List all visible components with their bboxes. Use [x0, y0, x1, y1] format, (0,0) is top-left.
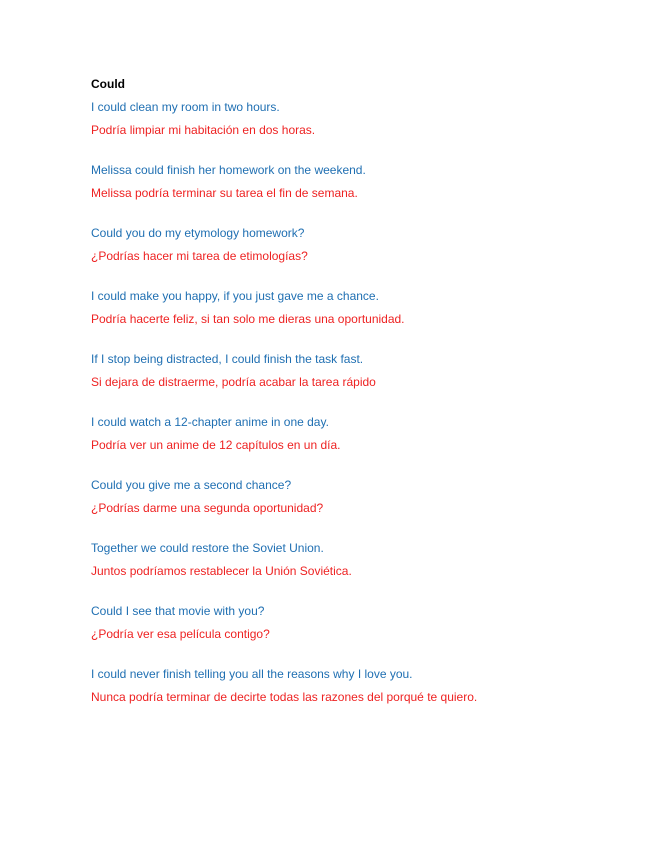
sentence-pair: [91, 540, 631, 579]
spanish-translation: Nunca podría terminar de decirte todas las razones del porqué te quiero.: [91, 690, 478, 704]
spanish-translation: Si dejara de distraerme, podría acabar la tarea rápido: [91, 375, 376, 389]
english-sentence: Could you do my etymology homework?: [91, 226, 305, 240]
sentence-pair: [91, 288, 631, 327]
english-sentence: If I stop being distracted, I could finish the task fast.: [91, 352, 364, 366]
english-sentence: Together we could restore the Soviet Union.: [91, 541, 324, 555]
spanish-translation: Podría ver un anime de 12 capítulos en un día.: [91, 438, 341, 452]
spanish-translation: ¿Podrías hacer mi tarea de etimologías?: [91, 249, 308, 263]
spanish-translation: Podría hacerte feliz, si tan solo me dieras una oportunidad.: [91, 312, 405, 326]
sentence-pair: [91, 162, 631, 201]
spanish-translation: ¿Podrías darme una segunda oportunidad?: [91, 501, 324, 515]
sentence-pair: [91, 414, 631, 453]
sentence-pair: [91, 225, 631, 264]
spanish-translation: Juntos podríamos restablecer la Unión Soviética.: [91, 564, 352, 578]
english-sentence: Could I see that movie with you?: [91, 604, 265, 618]
spanish-translation: Melissa podría terminar su tarea el fin de semana.: [91, 186, 358, 200]
document-page: [91, 76, 631, 729]
english-sentence: I could make you happy, if you just gave me a chance.: [91, 289, 379, 303]
english-sentence: I could never finish telling you all the reasons why I love you.: [91, 667, 413, 681]
english-sentence: I could clean my room in two hours.: [91, 100, 280, 114]
spanish-translation: ¿Podría ver esa película contigo?: [91, 627, 270, 641]
sentence-pair: [91, 99, 631, 138]
english-sentence: Melissa could finish her homework on the weekend.: [91, 163, 366, 177]
english-sentence: I could watch a 12-chapter anime in one day.: [91, 415, 329, 429]
sentence-pair: [91, 351, 631, 390]
section-heading: Could: [91, 77, 125, 91]
spanish-translation: Podría limpiar mi habitación en dos horas.: [91, 123, 316, 137]
sentence-pair: [91, 477, 631, 516]
sentence-pair: [91, 666, 631, 705]
english-sentence: Could you give me a second chance?: [91, 478, 292, 492]
sentence-pair: [91, 603, 631, 642]
